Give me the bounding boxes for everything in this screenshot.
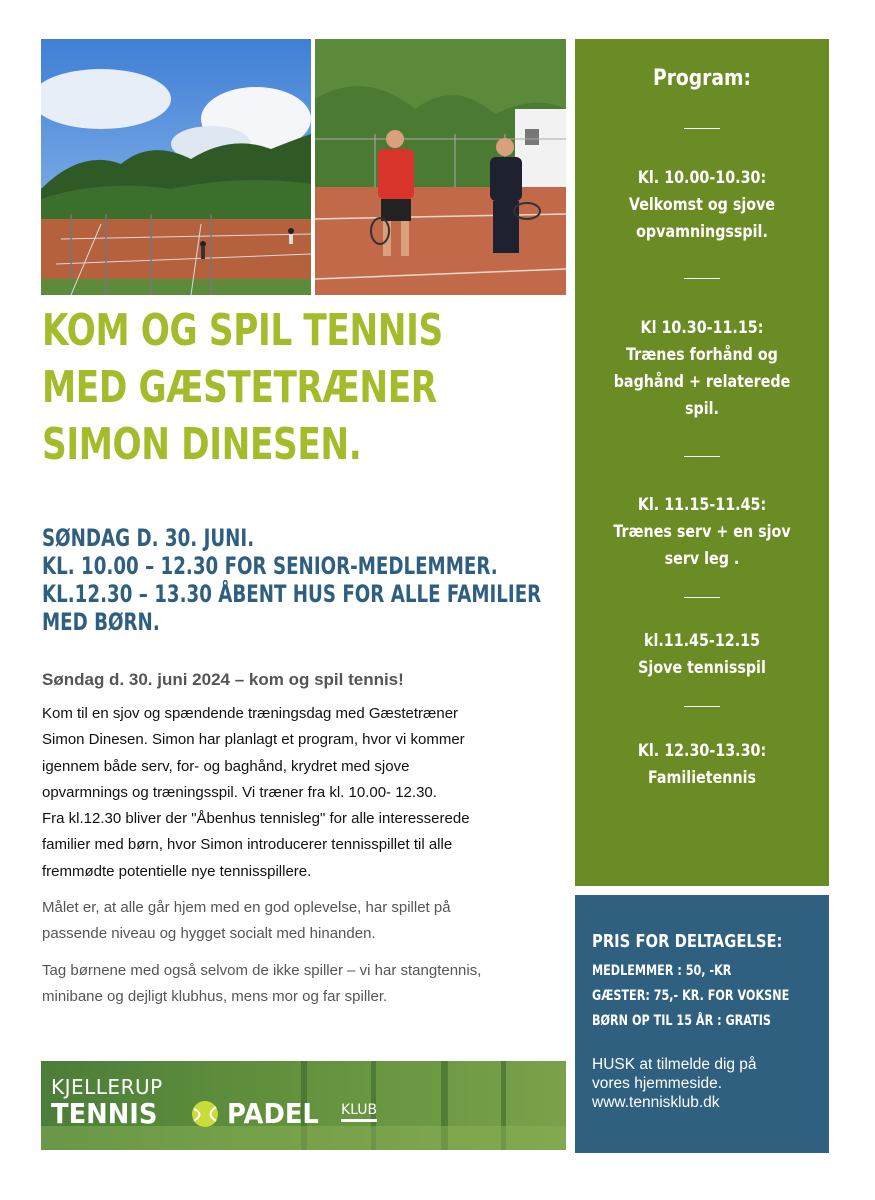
program-item-line: Kl. 12.30-13.30: (637, 741, 767, 761)
program-item-line: spil. (685, 399, 719, 419)
program-item-line: kl.11.45-12.15 (643, 631, 761, 651)
program-item (575, 738, 829, 792)
subhead-line: KL.12.30 – 13.30 ÅBENT HUS FOR ALLE FAMILIER (42, 580, 542, 608)
program-item-line: Kl 10.30-11.15: (640, 318, 764, 338)
event-schedule-subhead (42, 524, 541, 636)
program-title: Program: (653, 66, 751, 91)
subhead-line: KL. 10.00 – 12.30 FOR SENIOR-MEDLEMMER. (42, 552, 498, 580)
children-paragraph (42, 958, 567, 1011)
logo-tennis: TENNIS (51, 1097, 158, 1130)
headline-line: KOM OG SPIL TENNIS (42, 305, 443, 356)
divider (684, 278, 720, 279)
signup-note (592, 1055, 822, 1112)
program-item-line: baghånd + relaterede (613, 372, 791, 392)
tennis-ball-icon (191, 1100, 219, 1128)
price-line: BØRN OP TIL 15 ÅR : GRATIS (592, 1013, 771, 1029)
paragraph-line: passende niveau og hygget socialt med hinanden. (42, 925, 376, 943)
website-link[interactable]: www.tennisklub.dk (592, 1094, 720, 1111)
divider (684, 706, 720, 707)
signup-note-line: HUSK at tilmelde dig på (592, 1056, 757, 1073)
description-paragraph (42, 701, 562, 885)
program-item-line: Kl. 10.00-10.30: (637, 168, 767, 188)
divider (684, 597, 720, 598)
price-panel (575, 895, 829, 1153)
program-item (575, 492, 829, 573)
paragraph-line: Kom til en sjov og spændende træningsdag med Gæstetræner (42, 705, 459, 722)
logo-klub: KLUB (341, 1102, 377, 1122)
program-item-line: Kl. 11.15-11.45: (637, 495, 767, 515)
program-panel (575, 39, 829, 886)
price-title: PRIS FOR DELTAGELSE: (592, 931, 783, 952)
program-item-line: opvamningsspil. (636, 222, 768, 242)
headline-line: MED GÆSTETRÆNER (42, 362, 437, 413)
lead-text: Søndag d. 30. juni 2024 – kom og spil tennis! (42, 670, 404, 689)
logo-padel: PADEL (227, 1097, 319, 1130)
paragraph-line: Simon Dinesen. Simon har planlagt et program, hvor vi kommer (42, 731, 465, 749)
paragraph-line: opvarmnings og træningsspil. Vi træner fra kl. 10.00- 12.30. (42, 783, 437, 801)
tennis-courts-photo (41, 39, 311, 295)
program-item-line: Sjove tennisspil (638, 658, 766, 678)
subhead-line: MED BØRN. (42, 608, 160, 636)
logo-club-name: KJELLERUP (51, 1075, 163, 1099)
paragraph-line: Tag børnene med også selvom de ikke spiller – vi har stangtennis, (42, 962, 482, 979)
price-line: MEDLEMMER : 50, -KR (592, 963, 732, 979)
program-item (575, 315, 829, 423)
signup-note-line: vores hjemmeside. (592, 1075, 723, 1092)
paragraph-line: Fra kl.12.30 bliver der "Åbenhus tennisleg" for alle interesserede (42, 810, 470, 828)
goal-paragraph (42, 895, 567, 948)
paragraph-line: familier med børn, hvor Simon introducerer tennisspillet til alle (42, 836, 453, 854)
divider (684, 128, 720, 129)
paragraph-line: igennem både serv, for- og baghånd, krydret med sjove (42, 757, 410, 775)
price-line: GÆSTER: 75,- KR. FOR VOKSNE (592, 988, 790, 1004)
event-headline (42, 302, 448, 473)
club-logo-banner (41, 1061, 566, 1150)
paragraph-line: fremmødte potentielle nye tennisspillere. (42, 862, 312, 880)
program-item-line: Velkomst og sjove (628, 195, 776, 215)
program-item-line: Trænes forhånd og (626, 345, 778, 365)
paragraph-line: Målet er, at alle går hjem med en god oplevelse, har spillet på (42, 899, 451, 916)
program-item-line: Trænes serv + en sjov (613, 522, 791, 542)
headline-line: SIMON DINESEN. (42, 419, 362, 470)
paragraph-line: minibane og dejligt klubhus, mens mor og far spiller. (42, 988, 388, 1006)
program-item (575, 628, 829, 682)
program-item (575, 165, 829, 246)
divider (684, 456, 720, 457)
subhead-line: SØNDAG D. 30. JUNI. (42, 524, 255, 552)
program-item-line: serv leg . (664, 549, 740, 569)
program-item-line: Familietennis (647, 768, 757, 788)
coach-and-player-photo (315, 39, 566, 295)
